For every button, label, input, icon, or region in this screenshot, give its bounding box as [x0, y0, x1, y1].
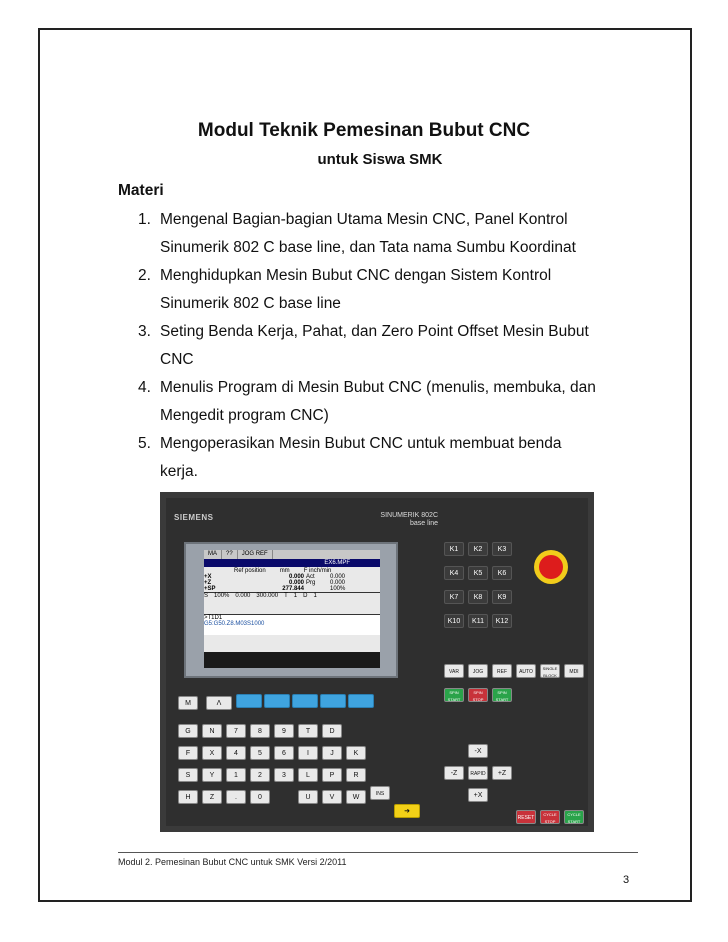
section-heading: Materi	[118, 182, 164, 199]
list-item-line: kerja.	[160, 463, 198, 480]
list-item	[138, 206, 658, 262]
auto-key: AUTO	[516, 664, 536, 678]
num-2-key: 2	[250, 768, 270, 782]
num-3-key: 3	[274, 768, 294, 782]
jog-plus-z-key: +Z	[492, 766, 512, 780]
f-key: F	[178, 746, 198, 760]
status-cell: 300.000	[256, 593, 279, 599]
axis-value: 0.000	[288, 580, 304, 586]
m-key: M	[178, 696, 198, 710]
list-item-line: Seting Benda Kerja, Pahat, dan Zero Point Offset Mesin Bubut	[160, 323, 589, 340]
h-key: H	[178, 790, 198, 804]
list-item-number: 3.	[138, 323, 151, 340]
reset-key: RESET	[516, 810, 536, 824]
mdi-key: MDI	[564, 664, 584, 678]
footer-text: Modul 2. Pemesinan Bubut CNC untuk SMK Versi 2/2011	[118, 857, 347, 867]
var-key: VAR	[444, 664, 464, 678]
softkey-blue-1	[236, 694, 262, 708]
num-0-key: 0	[250, 790, 270, 804]
axis-extra-value: 0.000	[330, 580, 346, 586]
spindle-stop-key: SPIN STOP	[468, 688, 488, 702]
num-5-key: 5	[250, 746, 270, 760]
num-7-key: 7	[226, 724, 246, 738]
softkey-blue-2	[264, 694, 290, 708]
spindle-start-right-key: SPIN START	[492, 688, 512, 702]
g-key: G	[178, 724, 198, 738]
num-1-key: 1	[226, 768, 246, 782]
program-name: EX6.MPF	[204, 559, 380, 567]
jog-minus-x-key: -X	[468, 744, 488, 758]
status-cell: T	[284, 593, 288, 599]
k6-key: K6	[492, 566, 512, 580]
list-item-line: Menghidupkan Mesin Bubut CNC dengan Sistem Kontrol	[160, 267, 552, 284]
num-4-key: 4	[226, 746, 246, 760]
status-cell: D	[303, 593, 308, 599]
w-key: W	[346, 790, 366, 804]
jog-plus-x-key: +X	[468, 788, 488, 802]
cnc-screen	[204, 550, 380, 668]
k4-key: K4	[444, 566, 464, 580]
model-sub: base line	[409, 520, 438, 527]
r-key: R	[346, 768, 366, 782]
list-item-line: Sinumerik 802 C base line, dan Tata nama Sumbu Koordinat	[160, 239, 576, 256]
input-key	[394, 804, 420, 818]
rapid-key: RAPID	[468, 766, 488, 780]
k5-key: K5	[468, 566, 488, 580]
command-line-2: G5:G50.Z8.M03S1000	[204, 621, 265, 627]
jog-key: JOG	[468, 664, 488, 678]
model-name: SINUMERIK 802C	[380, 512, 438, 519]
list-item-line: Mengedit program CNC)	[160, 407, 329, 424]
l-key: L	[298, 768, 318, 782]
list-item	[138, 430, 658, 486]
brand-logo: SIEMENS	[174, 513, 214, 522]
j-key: J	[322, 746, 342, 760]
document-title: Modul Teknik Pemesinan Bubut CNC	[197, 120, 531, 141]
axis-value: 0.000	[288, 574, 304, 580]
n-key: N	[202, 724, 222, 738]
cycle-start-key: CYCLE START	[564, 810, 584, 824]
k-key: K	[346, 746, 366, 760]
cnc-control-panel-image	[160, 492, 594, 832]
list-item-line: Mengoperasikan Mesin Bubut CNC untuk membuat benda	[160, 435, 562, 452]
axis-name: +X	[204, 574, 212, 580]
t-key: T	[298, 724, 318, 738]
screen-tabs	[204, 550, 380, 559]
arrow-right-icon: ➜	[404, 808, 410, 815]
command-line	[204, 614, 380, 635]
dot-key: .	[226, 790, 246, 804]
num-9-key: 9	[274, 724, 294, 738]
ins-key: INS	[370, 786, 390, 800]
jog-minus-z-key: -Z	[444, 766, 464, 780]
axis-name: +SP	[204, 586, 216, 592]
d-key: D	[322, 724, 342, 738]
u-key: U	[298, 790, 318, 804]
list-item-line: Menulis Program di Mesin Bubut CNC (menulis, membuka, dan	[160, 379, 596, 396]
softkey-blue-5	[348, 694, 374, 708]
document-subtitle: untuk Siswa SMK	[317, 151, 443, 168]
status-cell: 0.000	[235, 593, 251, 599]
screen-header-cell: Ref position	[234, 568, 266, 574]
k7-key: K7	[444, 590, 464, 604]
screen-header-cell: F inch/min	[303, 568, 332, 574]
axis-extra: Act	[306, 574, 315, 580]
k11-key: K11	[468, 614, 488, 628]
list-item	[138, 374, 658, 430]
k10-key: K10	[444, 614, 464, 628]
list-item-number: 2.	[138, 267, 151, 284]
softkey-blue-3	[292, 694, 318, 708]
list-item-line: Sinumerik 802 C base line	[160, 295, 341, 312]
list-item	[138, 318, 658, 374]
k2-key: K2	[468, 542, 488, 556]
num-8-key: 8	[250, 724, 270, 738]
axis-value: 277.844	[282, 586, 304, 592]
list-item	[138, 262, 658, 318]
i-key: I	[298, 746, 318, 760]
screen-header	[204, 567, 380, 574]
softkey-bar	[204, 652, 380, 668]
emergency-stop-button	[534, 550, 568, 584]
screen-tab: JOG REF	[238, 550, 273, 559]
k12-key: K12	[492, 614, 512, 628]
status-cell: 100%	[214, 593, 230, 599]
softkey-blue-4	[320, 694, 346, 708]
materi-list	[138, 206, 658, 486]
command-line-1: >T1D1	[204, 615, 223, 621]
status-row	[204, 592, 380, 599]
single-block-key: SINGLE BLOCK	[540, 664, 560, 678]
p-key: P	[322, 768, 342, 782]
caret-key: Λ	[206, 696, 232, 710]
screen-body	[204, 567, 380, 613]
spindle-start-left-key: SPIN START	[444, 688, 464, 702]
y-key: Y	[202, 768, 222, 782]
list-item-number: 4.	[138, 379, 151, 396]
axis-extra	[304, 586, 330, 592]
page-number: 3	[623, 874, 630, 886]
footer-rule	[118, 852, 638, 853]
z-key: Z	[202, 790, 222, 804]
axis-extra-value: 100%	[330, 586, 346, 592]
x-key: X	[202, 746, 222, 760]
list-item-line: Mengenal Bagian-bagian Utama Mesin CNC, Panel Kontrol	[160, 211, 568, 228]
k8-key: K8	[468, 590, 488, 604]
list-item-number: 1.	[138, 211, 151, 228]
screen-tab: MA	[204, 550, 222, 559]
axis-name: +Z	[204, 580, 212, 586]
status-cell: 1	[293, 593, 298, 599]
ref-key: REF	[492, 664, 512, 678]
axis-extra: Prg	[306, 580, 316, 586]
k1-key: K1	[444, 542, 464, 556]
status-cell: S	[204, 593, 209, 599]
screen-tab: ??	[222, 550, 238, 559]
list-item-line: CNC	[160, 351, 194, 368]
model-label	[380, 512, 438, 528]
v-key: V	[322, 790, 342, 804]
panel-body	[166, 498, 588, 826]
list-item-number: 5.	[138, 435, 151, 452]
num-6-key: 6	[274, 746, 294, 760]
screen-header-cell: mm	[279, 568, 290, 574]
status-cell: 1	[313, 593, 317, 599]
s-key: S	[178, 768, 198, 782]
cycle-stop-key: CYCLE STOP	[540, 810, 560, 824]
k9-key: K9	[492, 590, 512, 604]
axis-extra-value: 0.000	[330, 574, 346, 580]
k3-key: K3	[492, 542, 512, 556]
